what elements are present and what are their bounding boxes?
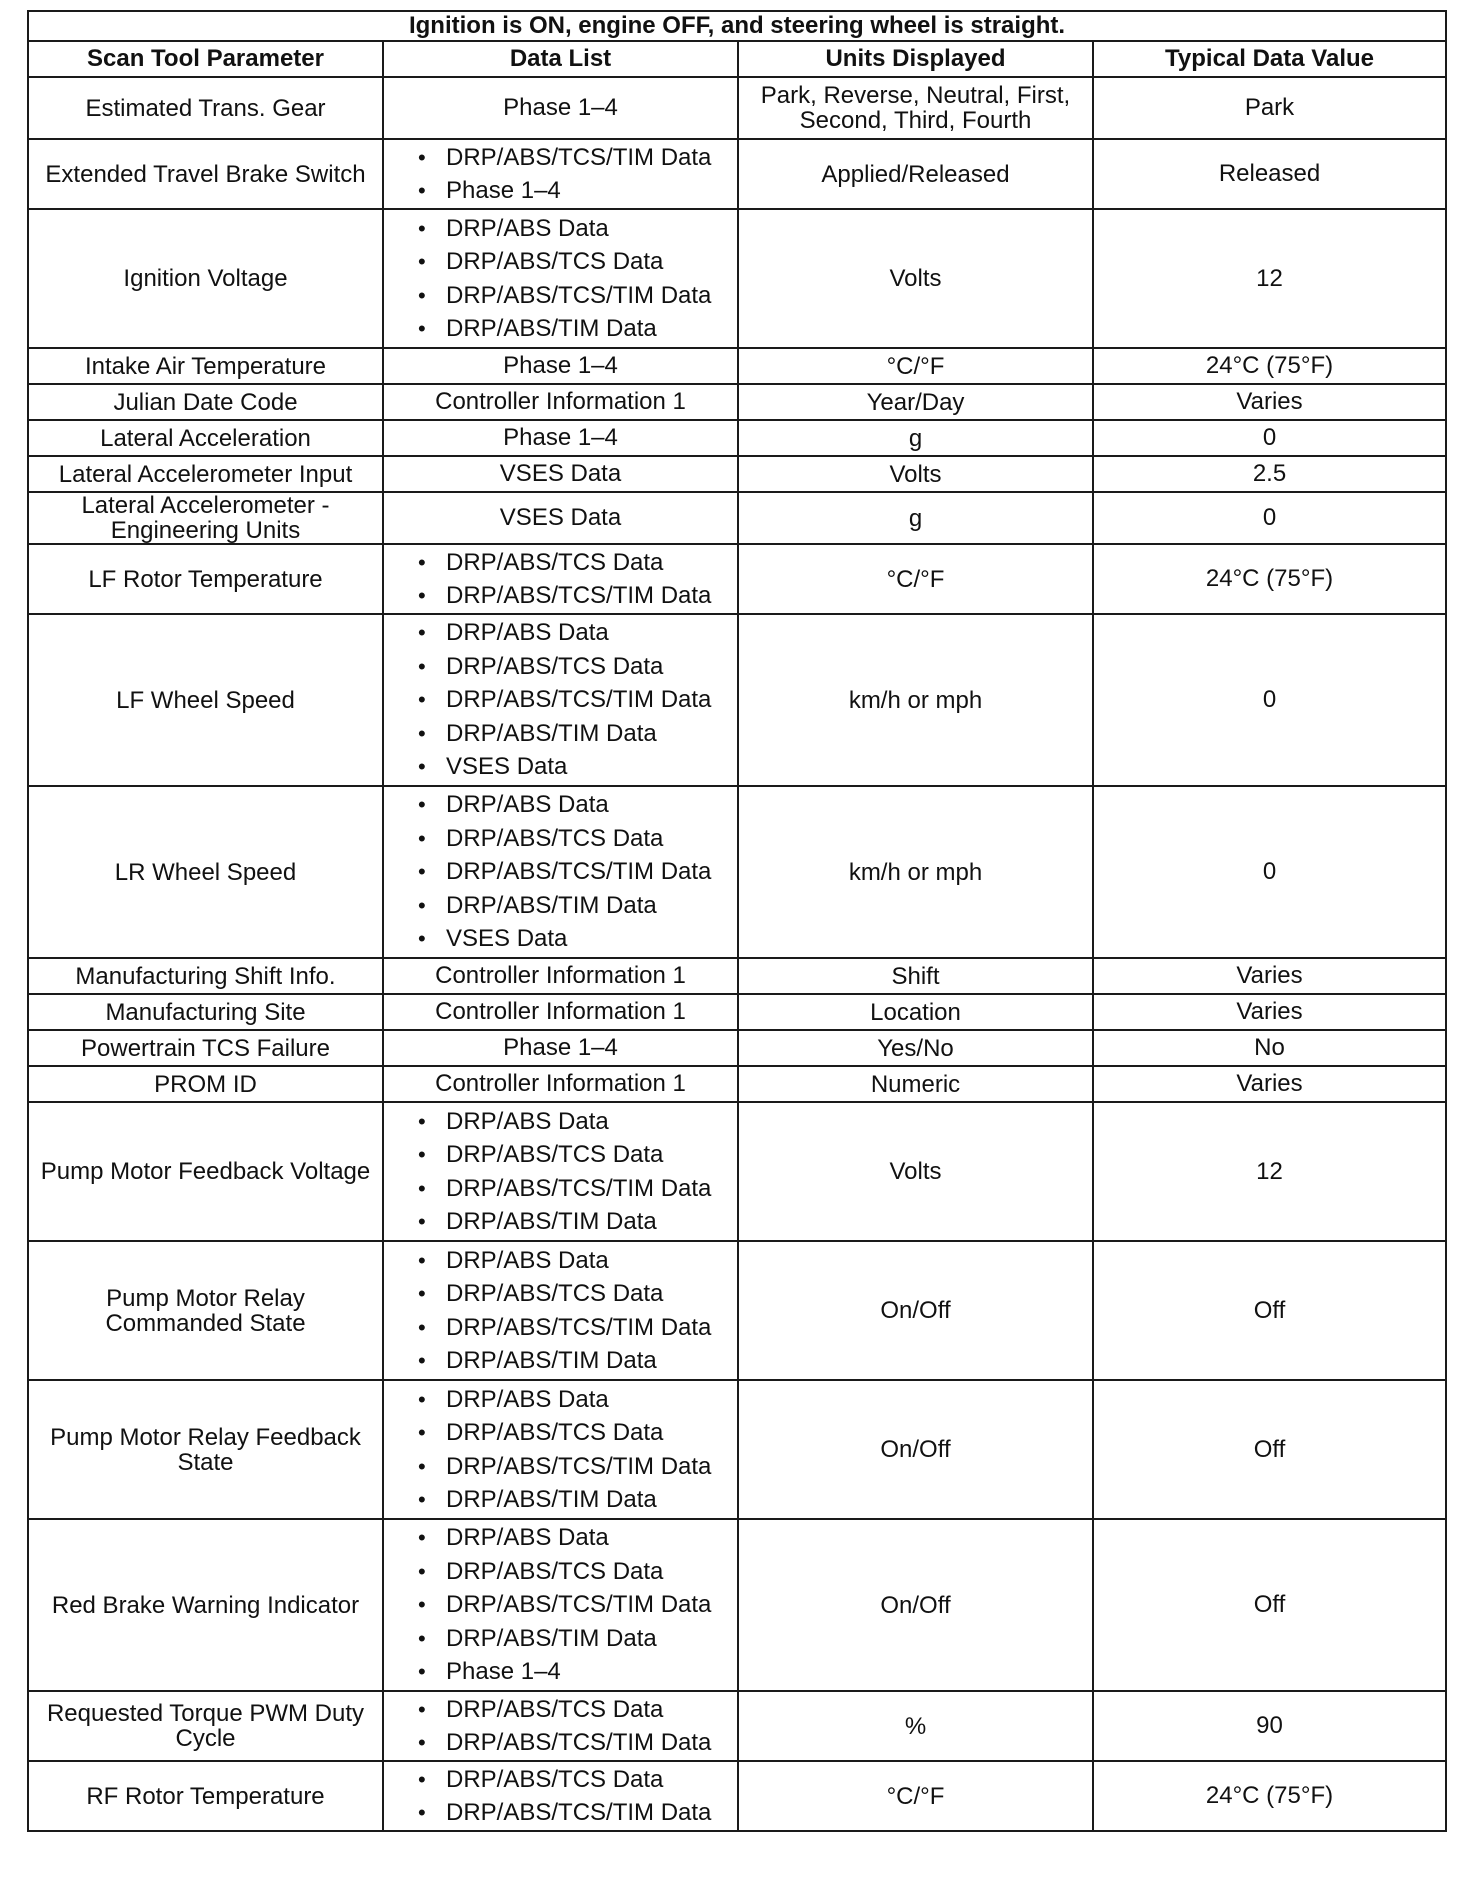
data-list-item: • DRP/ABS/TIM Data xyxy=(418,312,731,346)
parameter-cell: Requested Torque PWM Duty Cycle xyxy=(28,1691,383,1761)
data-list-item: • DRP/ABS/TCS Data xyxy=(418,1555,731,1589)
data-list-item: • DRP/ABS Data xyxy=(418,212,731,246)
table-row xyxy=(28,614,1446,786)
data-list-item: • DRP/ABS/TCS Data xyxy=(418,245,731,279)
units-cell: km/h or mph xyxy=(738,614,1093,786)
scan-tool-data-table xyxy=(27,10,1447,1832)
data-list-cell xyxy=(383,77,738,139)
table-row xyxy=(28,544,1446,614)
data-list-cell xyxy=(383,1066,738,1102)
typical-value-cell: 0 xyxy=(1093,420,1446,456)
typical-value-cell: 24°C (75°F) xyxy=(1093,1761,1446,1831)
data-list-bullets xyxy=(390,141,731,208)
table-row xyxy=(28,384,1446,420)
data-list-item: • DRP/ABS Data xyxy=(418,1521,731,1555)
data-list-cell xyxy=(383,1380,738,1519)
parameter-cell: Lateral Accelerometer Input xyxy=(28,456,383,492)
table-row xyxy=(28,1066,1446,1102)
units-cell: Location xyxy=(738,994,1093,1030)
data-list-item: • DRP/ABS/TCS Data xyxy=(418,822,731,856)
typical-value-cell: 24°C (75°F) xyxy=(1093,348,1446,384)
data-list-item: • VSES Data xyxy=(418,750,731,784)
units-cell: Year/Day xyxy=(738,384,1093,420)
units-cell: Applied/Released xyxy=(738,139,1093,209)
data-list-cell xyxy=(383,384,738,420)
data-list-item: • DRP/ABS/TCS Data xyxy=(418,650,731,684)
table-row xyxy=(28,1761,1446,1831)
data-list-item: Phase 1–4 xyxy=(503,424,618,451)
data-list-cell xyxy=(383,786,738,958)
data-list-item: • DRP/ABS/TCS/TIM Data xyxy=(418,1450,731,1484)
column-header-row xyxy=(28,41,1446,77)
table-row xyxy=(28,958,1446,994)
units-cell: Volts xyxy=(738,209,1093,348)
typical-value-cell: 12 xyxy=(1093,209,1446,348)
data-list-item: Controller Information 1 xyxy=(435,998,686,1025)
data-list-cell xyxy=(383,139,738,209)
typical-value-cell: Off xyxy=(1093,1380,1446,1519)
parameter-cell: Julian Date Code xyxy=(28,384,383,420)
data-list-item: • DRP/ABS Data xyxy=(418,1383,731,1417)
typical-value-cell: Off xyxy=(1093,1519,1446,1691)
parameter-cell: LF Rotor Temperature xyxy=(28,544,383,614)
data-list-item: • DRP/ABS/TCS/TIM Data xyxy=(418,279,731,313)
header-data-list: Data List xyxy=(383,41,738,77)
data-list-cell xyxy=(383,1691,738,1761)
parameter-cell: Lateral Acceleration xyxy=(28,420,383,456)
table-row xyxy=(28,492,1446,544)
table-row xyxy=(28,1030,1446,1066)
typical-value-cell: 0 xyxy=(1093,492,1446,544)
data-list-item: Phase 1–4 xyxy=(503,1034,618,1061)
parameter-cell: LF Wheel Speed xyxy=(28,614,383,786)
data-list-item: • DRP/ABS/TCS Data xyxy=(418,1763,731,1797)
parameter-cell: Extended Travel Brake Switch xyxy=(28,139,383,209)
typical-value-cell: Varies xyxy=(1093,384,1446,420)
data-list-item: • DRP/ABS/TIM Data xyxy=(418,717,731,751)
data-list-item: Controller Information 1 xyxy=(435,1070,686,1097)
typical-value-cell: 0 xyxy=(1093,786,1446,958)
typical-value-cell: No xyxy=(1093,1030,1446,1066)
data-list-bullets xyxy=(390,1244,731,1378)
data-list-bullets xyxy=(390,1383,731,1517)
parameter-cell: RF Rotor Temperature xyxy=(28,1761,383,1831)
table-body xyxy=(28,77,1446,1831)
data-list-item: VSES Data xyxy=(499,504,622,531)
parameter-cell: Pump Motor Feedback Voltage xyxy=(28,1102,383,1241)
units-cell: On/Off xyxy=(738,1380,1093,1519)
data-list-item: • DRP/ABS Data xyxy=(418,788,731,822)
table-row xyxy=(28,420,1446,456)
units-cell: °C/°F xyxy=(738,544,1093,614)
data-list-item: • DRP/ABS/TIM Data xyxy=(418,1483,731,1517)
data-list-cell xyxy=(383,1519,738,1691)
table-row xyxy=(28,456,1446,492)
typical-value-cell: 0 xyxy=(1093,614,1446,786)
data-list-item: • Phase 1–4 xyxy=(418,174,731,208)
data-list-cell xyxy=(383,544,738,614)
typical-value-cell: Off xyxy=(1093,1241,1446,1380)
data-list-item: • DRP/ABS Data xyxy=(418,1105,731,1139)
units-cell: °C/°F xyxy=(738,1761,1093,1831)
parameter-cell: LR Wheel Speed xyxy=(28,786,383,958)
table-row xyxy=(28,786,1446,958)
typical-value-cell: Released xyxy=(1093,139,1446,209)
parameter-cell: Powertrain TCS Failure xyxy=(28,1030,383,1066)
data-list-item: • VSES Data xyxy=(418,922,731,956)
table-row xyxy=(28,348,1446,384)
data-list-bullets xyxy=(390,212,731,346)
data-list-item: • DRP/ABS/TCS Data xyxy=(418,546,731,580)
data-list-item: • DRP/ABS/TCS/TIM Data xyxy=(418,1796,731,1830)
units-cell: On/Off xyxy=(738,1519,1093,1691)
data-list-cell xyxy=(383,456,738,492)
scan-tool-data-sheet xyxy=(27,10,1445,1832)
data-list-item: • DRP/ABS/TCS Data xyxy=(418,1277,731,1311)
typical-value-cell: Park xyxy=(1093,77,1446,139)
data-list-item: • DRP/ABS/TCS/TIM Data xyxy=(418,1172,731,1206)
table-row xyxy=(28,1519,1446,1691)
table-row xyxy=(28,1241,1446,1380)
condition-header: Ignition is ON, engine OFF, and steering wheel is straight. xyxy=(28,11,1446,41)
data-list-item: • DRP/ABS/TCS/TIM Data xyxy=(418,1588,731,1622)
units-cell: km/h or mph xyxy=(738,786,1093,958)
data-list-item: • DRP/ABS/TCS/TIM Data xyxy=(418,1311,731,1345)
data-list-item: • DRP/ABS/TCS Data xyxy=(418,1416,731,1450)
data-list-cell xyxy=(383,1761,738,1831)
table-row xyxy=(28,139,1446,209)
data-list-item: • DRP/ABS Data xyxy=(418,616,731,650)
parameter-cell: Manufacturing Shift Info. xyxy=(28,958,383,994)
data-list-item: • DRP/ABS/TIM Data xyxy=(418,1344,731,1378)
data-list-item: • DRP/ABS/TIM Data xyxy=(418,1622,731,1656)
typical-value-cell: 12 xyxy=(1093,1102,1446,1241)
table-row xyxy=(28,994,1446,1030)
data-list-cell xyxy=(383,1241,738,1380)
units-cell: Shift xyxy=(738,958,1093,994)
table-row xyxy=(28,1102,1446,1241)
data-list-bullets xyxy=(390,1521,731,1689)
typical-value-cell: 90 xyxy=(1093,1691,1446,1761)
units-cell: g xyxy=(738,420,1093,456)
table-row xyxy=(28,1380,1446,1519)
data-list-item: • DRP/ABS/TCS/TIM Data xyxy=(418,683,731,717)
typical-value-cell: Varies xyxy=(1093,958,1446,994)
data-list-bullets xyxy=(390,788,731,956)
data-list-bullets xyxy=(390,1105,731,1239)
data-list-item: • Phase 1–4 xyxy=(418,1655,731,1689)
data-list-item: VSES Data xyxy=(499,460,622,487)
header-scan-tool-parameter: Scan Tool Parameter xyxy=(28,41,383,77)
units-cell: Park, Reverse, Neutral, First, Second, Third, Fourth xyxy=(738,77,1093,139)
data-list-item: • DRP/ABS/TIM Data xyxy=(418,889,731,923)
data-list-item: • DRP/ABS/TCS/TIM Data xyxy=(418,579,731,613)
parameter-cell: Pump Motor Relay Feedback State xyxy=(28,1380,383,1519)
table-row xyxy=(28,1691,1446,1761)
header-typical-data-value: Typical Data Value xyxy=(1093,41,1446,77)
typical-value-cell: Varies xyxy=(1093,994,1446,1030)
units-cell: Volts xyxy=(738,456,1093,492)
data-list-bullets xyxy=(390,546,731,613)
data-list-item: • DRP/ABS/TCS/TIM Data xyxy=(418,855,731,889)
parameter-cell: Lateral Accelerometer - Engineering Units xyxy=(28,492,383,544)
data-list-item: • DRP/ABS Data xyxy=(418,1244,731,1278)
data-list-item: Phase 1–4 xyxy=(503,94,618,121)
units-cell: Volts xyxy=(738,1102,1093,1241)
parameter-cell: Estimated Trans. Gear xyxy=(28,77,383,139)
data-list-cell xyxy=(383,209,738,348)
data-list-cell xyxy=(383,614,738,786)
header-units-displayed: Units Displayed xyxy=(738,41,1093,77)
data-list-cell xyxy=(383,348,738,384)
data-list-item: Controller Information 1 xyxy=(435,962,686,989)
data-list-item: • DRP/ABS/TIM Data xyxy=(418,1205,731,1239)
units-cell: g xyxy=(738,492,1093,544)
data-list-item: Controller Information 1 xyxy=(435,388,686,415)
data-list-item: • DRP/ABS/TCS/TIM Data xyxy=(418,141,731,175)
units-cell: On/Off xyxy=(738,1241,1093,1380)
condition-row xyxy=(28,11,1446,41)
typical-value-cell: 2.5 xyxy=(1093,456,1446,492)
parameter-cell: Pump Motor Relay Commanded State xyxy=(28,1241,383,1380)
parameter-cell: Red Brake Warning Indicator xyxy=(28,1519,383,1691)
parameter-cell: Intake Air Temperature xyxy=(28,348,383,384)
units-cell: Yes/No xyxy=(738,1030,1093,1066)
typical-value-cell: 24°C (75°F) xyxy=(1093,544,1446,614)
parameter-cell: Manufacturing Site xyxy=(28,994,383,1030)
data-list-cell xyxy=(383,420,738,456)
data-list-cell xyxy=(383,1030,738,1066)
data-list-bullets xyxy=(390,1693,731,1760)
data-list-item: • DRP/ABS/TCS Data xyxy=(418,1693,731,1727)
units-cell: Numeric xyxy=(738,1066,1093,1102)
data-list-item: • DRP/ABS/TCS/TIM Data xyxy=(418,1726,731,1760)
data-list-cell xyxy=(383,958,738,994)
table-row xyxy=(28,209,1446,348)
table-row xyxy=(28,77,1446,139)
data-list-item: • DRP/ABS/TCS Data xyxy=(418,1138,731,1172)
data-list-cell xyxy=(383,492,738,544)
units-cell: °C/°F xyxy=(738,348,1093,384)
typical-value-cell: Varies xyxy=(1093,1066,1446,1102)
data-list-bullets xyxy=(390,1763,731,1830)
data-list-item: Phase 1–4 xyxy=(503,352,618,379)
data-list-cell xyxy=(383,1102,738,1241)
data-list-cell xyxy=(383,994,738,1030)
parameter-cell: PROM ID xyxy=(28,1066,383,1102)
data-list-bullets xyxy=(390,616,731,784)
parameter-cell: Ignition Voltage xyxy=(28,209,383,348)
units-cell: % xyxy=(738,1691,1093,1761)
